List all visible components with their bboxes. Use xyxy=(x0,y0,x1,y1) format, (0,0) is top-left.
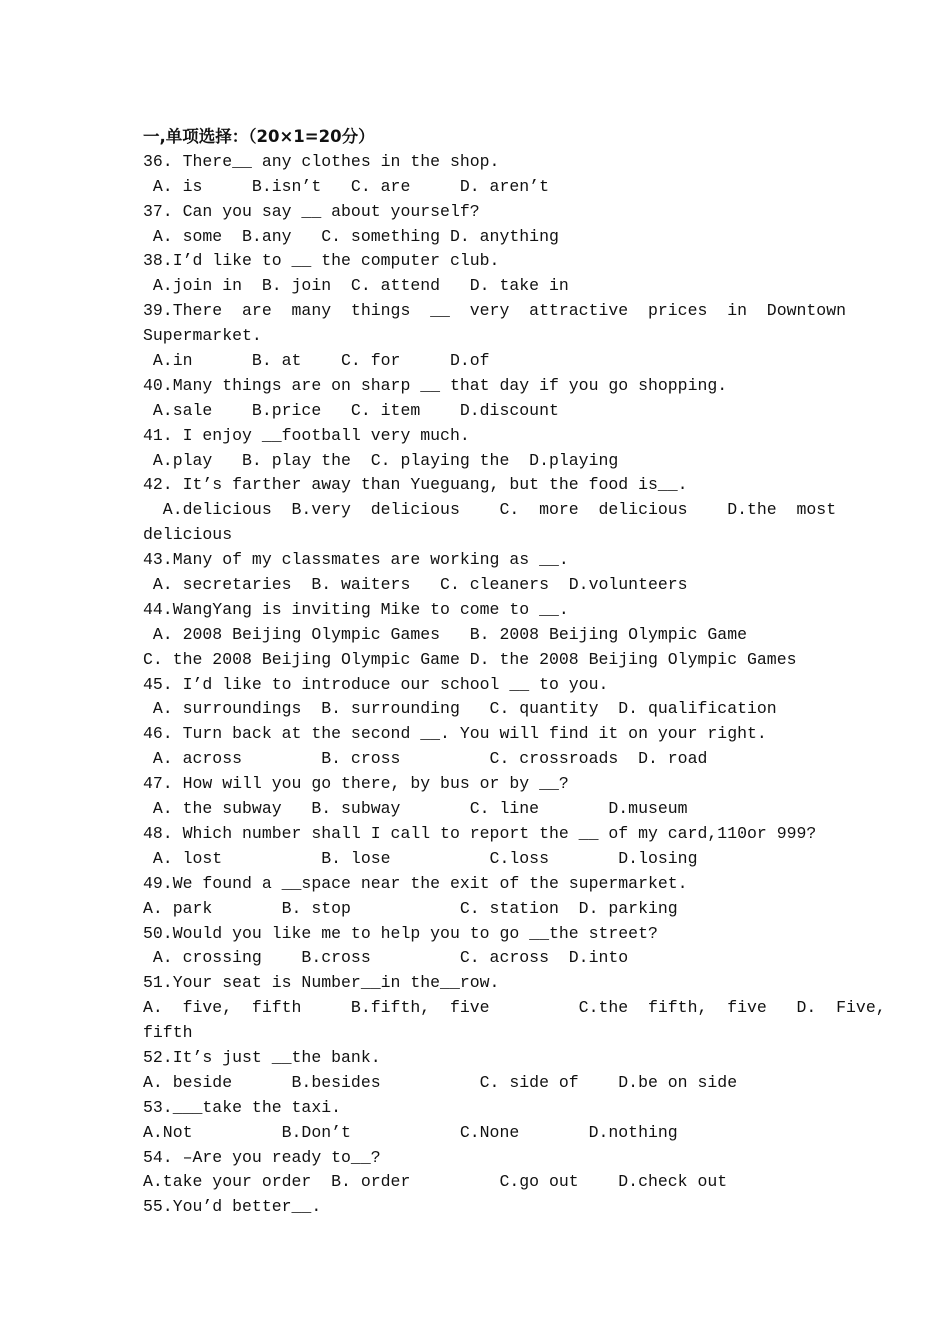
question-line: 40.Many things are on sharp __ that day if you go shopping. xyxy=(143,375,728,395)
question-line: 48. Which number shall I call to report the __ of my card,110or 999? xyxy=(143,823,817,843)
question-line: 54. –Are you ready to__? xyxy=(143,1147,381,1167)
options-line: A.play B. play the C. playing the D.playing xyxy=(143,450,619,470)
question-line: 42. It’s farther away than Yueguang, but the food is__. xyxy=(143,475,688,495)
options-line: C. the 2008 Beijing Olympic Game D. the 2008 Beijing Olympic Games xyxy=(143,649,797,669)
options-line: A. 2008 Beijing Olympic Games B. 2008 Beijing Olympic Game xyxy=(143,624,747,644)
question-line: 39.There are many things __ very attractive prices in Downtown xyxy=(143,301,847,321)
question-line: 37. Can you say __ about yourself? xyxy=(143,201,480,221)
options-line: A. some B.any C. something D. anything xyxy=(143,226,559,246)
question-line-continued: Supermarket. xyxy=(143,326,262,346)
options-line: A. lost B. lose C.loss D.losing xyxy=(143,848,698,868)
options-line: A. five, fifth B.fifth, five C.the fifth, five D. Five, xyxy=(143,998,886,1018)
options-line-continued: delicious xyxy=(143,525,233,545)
question-line: 49.We found a __space near the exit of the supermarket. xyxy=(143,873,688,893)
question-line: 43.Many of my classmates are working as __. xyxy=(143,550,569,570)
options-line-continued: fifth xyxy=(143,1023,193,1043)
question-line: 44.WangYang is inviting Mike to come to __. xyxy=(143,599,569,619)
options-line: A. the subway B. subway C. line D.museum xyxy=(143,799,688,819)
question-line: 53.___take the taxi. xyxy=(143,1097,342,1117)
options-line: A. crossing B.cross C. across D.into xyxy=(143,948,629,968)
question-line: 36. There__ any clothes in the shop. xyxy=(143,151,500,171)
options-line: A.take your order B. order C.go out D.check out xyxy=(143,1172,728,1192)
exam-page xyxy=(143,125,886,1220)
question-line: 55.You’d better__. xyxy=(143,1197,322,1217)
options-line: A.in B. at C. for D.of xyxy=(143,351,490,371)
question-line: 51.Your seat is Number__in the__row. xyxy=(143,973,500,993)
question-line: 46. Turn back at the second __. You will find it on your right. xyxy=(143,724,767,744)
options-line: A.join in B. join C. attend D. take in xyxy=(143,276,569,296)
options-line: A.delicious B.very delicious C. more delicious D.the most xyxy=(143,500,837,520)
options-line: A. is B.isn’t C. are D. aren’t xyxy=(143,176,549,196)
options-line: A. beside B.besides C. side of D.be on side xyxy=(143,1072,738,1092)
section-title: 一,单项选择：（20×1=20分） xyxy=(143,127,375,146)
options-line: A.sale B.price C. item D.discount xyxy=(143,400,559,420)
question-line: 41. I enjoy __football very much. xyxy=(143,425,470,445)
options-line: A. surroundings B. surrounding C. quantity D. qualification xyxy=(143,699,777,719)
options-line: A.Not B.Don’t C.None D.nothing xyxy=(143,1122,678,1142)
question-line: 50.Would you like me to help you to go __the street? xyxy=(143,923,658,943)
question-line: 52.It’s just __the bank. xyxy=(143,1047,381,1067)
options-line: A. secretaries B. waiters C. cleaners D.volunteers xyxy=(143,575,688,595)
question-line: 47. How will you go there, by bus or by __? xyxy=(143,774,569,794)
question-line: 45. I’d like to introduce our school __ to you. xyxy=(143,674,609,694)
options-line: A. park B. stop C. station D. parking xyxy=(143,898,678,918)
options-line: A. across B. cross C. crossroads D. road xyxy=(143,749,708,769)
question-line: 38.I’d like to __ the computer club. xyxy=(143,251,500,271)
